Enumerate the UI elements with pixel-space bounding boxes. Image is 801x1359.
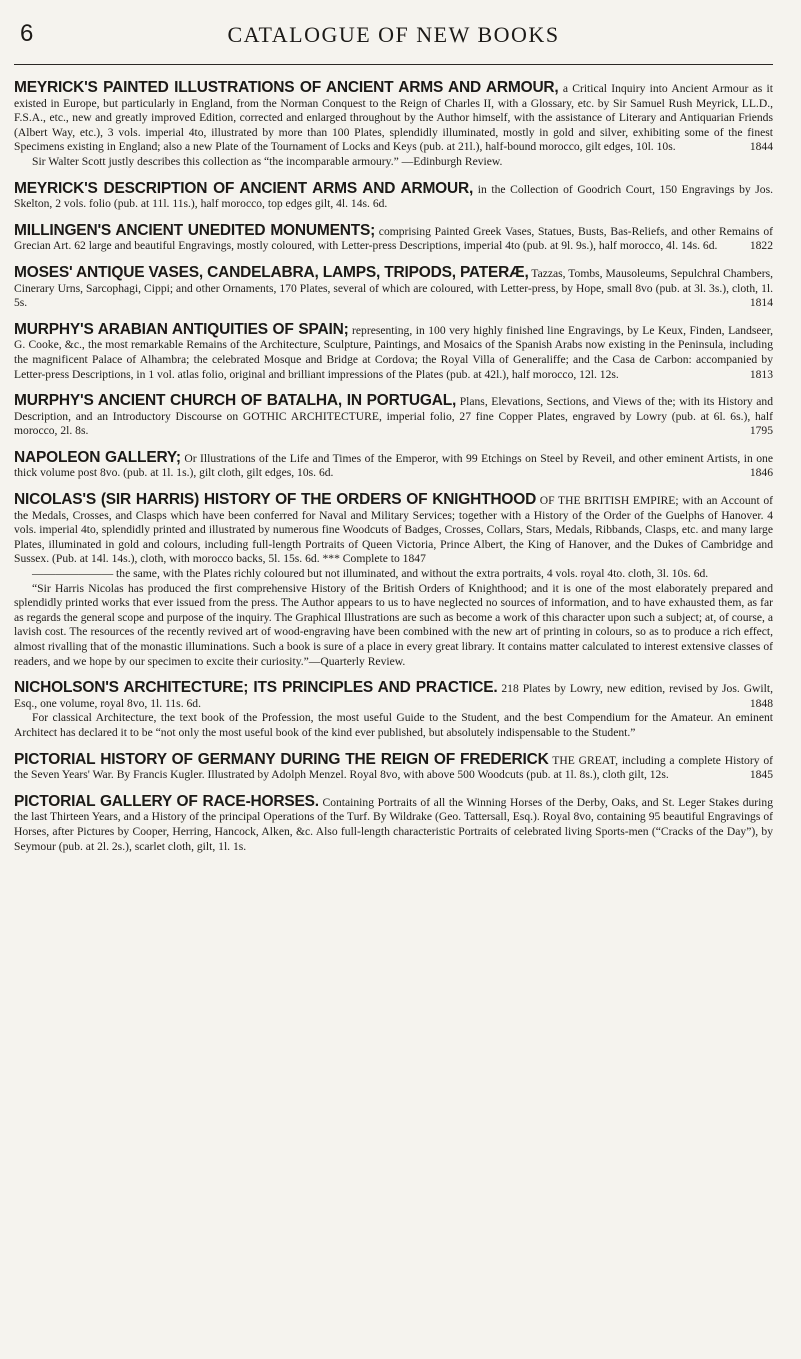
entry-date: 1844 xyxy=(749,140,773,154)
running-head: CATALOGUE OF NEW BOOKS xyxy=(227,22,560,47)
entry-heading: MEYRICK'S DESCRIPTION OF ANCIENT ARMS AND ARMOUR, xyxy=(14,179,474,197)
catalogue-body xyxy=(14,65,773,854)
entry-heading: NICHOLSON'S ARCHITECTURE; ITS PRINCIPLES AND PRACTICE. xyxy=(14,679,498,697)
entry-body: Tazzas, Tombs, Mausoleums, Sepulchral Chambers, Cinerary Urns, Sarcophagi, Cippi; and other Ornaments, 170 Plates, several of which are coloured, with Letter-press, by Hope, small 8vo (pub. at 3l. 3s.), cloth, 1l. 5s. xyxy=(14,266,773,310)
entry-date: 1814 xyxy=(749,296,773,310)
catalogue-entry xyxy=(14,263,773,311)
entry-text xyxy=(14,263,773,311)
entry-text xyxy=(14,179,774,212)
entry-text xyxy=(14,681,773,711)
entry-note: Sir Walter Scott justly describes this collection as “the incomparable armoury.” —Edinburgh Review. xyxy=(32,154,503,168)
entry-date: 1822 xyxy=(749,239,773,253)
catalogue-entry xyxy=(14,792,773,854)
catalogue-entry xyxy=(14,81,773,170)
entry-heading: MOSES' ANTIQUE VASES, CANDELABRA, LAMPS, TRIPODS, PATERÆ, xyxy=(14,263,529,281)
entry-heading: MILLINGEN'S ANCIENT UNEDITED MONUMENTS; xyxy=(14,221,376,239)
entry-date: 1813 xyxy=(749,367,773,381)
catalogue-entry xyxy=(14,681,773,740)
entry-text xyxy=(14,81,773,155)
entry-heading: MURPHY'S ANCIENT CHURCH OF BATALHA, IN PORTUGAL, xyxy=(14,392,457,410)
entry-body: 218 Plates by Lowry, new edition, revised by Jos. Gwilt, Esq., one volume, royal 8vo, 1l. 11s. 6d. xyxy=(14,682,773,710)
entry-text xyxy=(14,792,773,854)
entry-text xyxy=(14,493,773,567)
entry-body: comprising Painted Greek Vases, Statues, Busts, Bas-Reliefs, and other Remains of Grecian Art. 62 large and beautiful Engravings, mostly coloured, with Letter-press Descriptions, imperial 4to (pub. at 9l. 9s.), half morocco, 4l. 14s. 6d. xyxy=(14,224,773,253)
catalogue-entry xyxy=(14,750,773,783)
entry-text xyxy=(14,448,773,481)
entry-heading: MEYRICK'S PAINTED ILLUSTRATIONS OF ANCIENT ARMS AND ARMOUR, xyxy=(14,79,559,96)
catalogue-entry xyxy=(14,179,774,212)
entry-review-quote: “Sir Harris Nicolas has produced the first comprehensive History of the British Orders of Knighthood; and it is one of the most elaborately prepared and splendidly printed works that ever issued from the press. The Author appears to us to have neglected no sources of information, and to have exhausted them, as far as regards the general scope and purpose of the inquiry. The Graphical Illustrations are such as become a work of this character upon such a subject; at, of course, a lavish cost. The resources of the recently revived art of wood-engraving have been combined with the new art of printing in colours, so as to produce a rich effect, almost rivalling that of the monastic illuminations. Such a book is sure of a place in every great library. It contains matter calculated to interest extensive classes of readers, and we hope by our specimen to excite their curiosity.”—Quarterly Review. xyxy=(14,581,773,668)
entry-body: OF THE BRITISH EMPIRE; with an Account of the Medals, Crosses, and Clasps which have been conferred for Naval and Military Services; together with a History of the Order of the Guelphs of Hanover. 4 vols. imperial 4to, splendidly printed and illustrated by numerous fine Woodcuts of Badges, Crosses, Collars, Stars, Medals, Ribbands, Clasps, etc. and many large Plates, illuminated in gold and colours, including full-length Portraits of Queen Victoria, Prince Albert, the King of Hanover, and the Dukes of Cambridge and Sussex. (Pub. at 14l. 14s.), cloth, with morocco backs, 5l. 15s. 6d. *** Complete to 1847 xyxy=(14,494,773,566)
entry-body: representing, in 100 very highly finished line Engravings, by Le Keux, Finden, Landseer, G. Cooke, &c., the most remarkable Remains of the Architecture, Sculpture, Paintings, and Mosaics of the Spanish Arabs now existing in the Peninsula, including the magnificent Palace of Alhambra; the celebrated Mosque and Bridge at Cordova; the Royal Villa of Generaliffe; and the Casa de Carbon: accompanied by Letter-press Descriptions, in 1 vol. atlas folio, original and brilliant impressions of the Plates (pub. at 42l.), half morocco, 12l. 12s. xyxy=(14,323,773,381)
entry-date: 1795 xyxy=(749,424,773,438)
entry-text xyxy=(14,221,773,254)
entry-date: 1846 xyxy=(749,466,773,480)
catalogue-entry xyxy=(14,394,773,439)
entry-body: THE GREAT, including a complete History of the Seven Years' War. By Francis Kugler. Illustrated by Adolph Menzel. Royal 8vo, with above 500 Woodcuts (pub. at 1l. 8s.), cloth gilt, 12s. xyxy=(14,753,773,782)
entry-body: Or Illustrations of the Life and Times of the Emperor, with 99 Etchings on Steel by Reveil, and other eminent Artists, in one thick volume post 8vo. (pub. at 1l. 1s.), gilt cloth, gilt edges, 10s. 6d. xyxy=(14,451,773,480)
catalogue-entry xyxy=(14,448,773,481)
page-header xyxy=(14,20,773,65)
entry-heading: PICTORIAL HISTORY OF GERMANY DURING THE REIGN OF FREDERICK xyxy=(14,750,549,768)
entry-heading: NAPOLEON GALLERY; xyxy=(14,448,181,466)
entry-body: in the Collection of Goodrich Court, 150 Engravings by Jos. Skelton, 2 vols. folio (pub. at 11l. 11s.), half morocco, top edges gilt, 4l. 14s. 6d. xyxy=(14,182,774,211)
entry-variant: ——————— the same, with the Plates richly coloured but not illuminated, and without the extra portraits, 4 vols. royal 4to. cloth, 3l. 10s. 6d. xyxy=(32,567,709,581)
page-number: 6 xyxy=(20,20,34,47)
entry-heading: NICOLAS'S (SIR HARRIS) HISTORY OF THE ORDERS OF KNIGHTHOOD xyxy=(14,491,537,509)
entry-date: 1848 xyxy=(749,696,773,710)
catalogue-entry xyxy=(14,221,773,254)
entry-heading: MURPHY'S ARABIAN ANTIQUITIES OF SPAIN; xyxy=(14,320,349,338)
catalogue-entry xyxy=(14,320,773,382)
entry-date: 1845 xyxy=(749,768,773,782)
entry-heading: PICTORIAL GALLERY OF RACE-HORSES. xyxy=(14,792,319,810)
entry-body: a Critical Inquiry into Ancient Armour as it existed in Europe, but particularly in England, from the Norman Conquest to the Reign of Charles II, with a Glossary, etc. by Sir Samuel Rush Meyrick, LL.D., F.S.A., etc., new and greatly improved Edition, corrected and enlarged throughout by the Author himself, with the assistance of Literary and Antiquarian Friends (Albert Way, etc.), 3 vols. imperial 4to, illustrated by more than 100 Plates, splendidly illuminated, mostly in gold and silver, exhibiting some of the finest Specimens existing in England; also a new Plate of the Tournament of Locks and Keys (pub. at 21l.), half-bound morocco, gilt edges, 10l. 10s. xyxy=(14,82,774,154)
entry-body: Containing Portraits of all the Winning Horses of the Derby, Oaks, and St. Leger Stakes during the last Thirteen Years, and a History of the principal Operations of the Turf. By Wildrake (Geo. Tattersall, Esq.). Royal 8vo, containing 95 beautiful Engravings of Horses, after Pictures by Cooper, Herring, Hancock, Alken, &c. Also full-length characteristic Portraits of celebrated living Sports-men (“Cracks of the Day”), by Seymour (pub. at 2l. 2s.), scarlet cloth, gilt, 1l. 1s. xyxy=(14,795,773,853)
catalogue-entry xyxy=(14,493,773,669)
entry-note: For classical Architecture, the text book of the Profession, the most useful Guide to the Student, and the best Compendium for the Amateur. An eminent Architect has declared it to be “not only the most useful book of the kind ever published, but absolutely indispensable to the Student.” xyxy=(14,711,773,739)
entry-text xyxy=(14,394,773,439)
entry-body: Plans, Elevations, Sections, and Views of the; with its History and Description, and an Introductory Discourse on GOTHIC ARCHITECTURE, imperial folio, 27 fine Copper Plates, engraved by Lowry (pub. at 6l. 6s.), half morocco, 2l. 8s. xyxy=(14,395,773,438)
entry-text xyxy=(14,750,773,783)
entry-text xyxy=(14,320,773,382)
